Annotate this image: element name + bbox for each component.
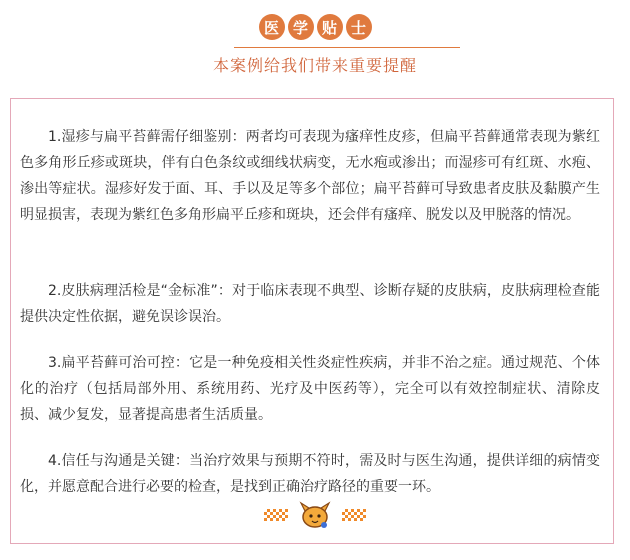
footer-decoration [0, 500, 630, 530]
checker-pattern-icon [342, 509, 366, 521]
title-badge-4: 士 [346, 14, 372, 40]
title-badge-1: 医 [259, 14, 285, 40]
paragraph-2: 2.皮肤病理活检是“金标准”：对于临床表现不典型、诊断存疑的皮肤病，皮肤病理检查能提供决定性依据，避免误诊误治。 [20, 283, 600, 325]
cartoon-mascot-icon [298, 500, 332, 530]
checker-pattern-icon [264, 509, 288, 521]
title-badge-2: 学 [288, 14, 314, 40]
paragraph-1: 1.湿疹与扁平苔藓需仔细鉴别：两者均可表现为瘙痒性皮疹，但扁平苔藓通常表现为紫红色多角形丘疹或斑块，伴有白色条纹或细线状病变，无水疱或渗出；而湿疹可有红斑、水疱、渗出等症状。湿疹好发于面、耳、手以及足等多个部位；扁平苔藓可导致患者皮肤及黏膜产生明显损害，表现为紫红色多角形扁平丘疹和斑块，还会伴有瘙痒、脱发以及甲脱落的情况。 [20, 129, 600, 223]
title-badges [0, 14, 630, 40]
title-badge-3: 贴 [317, 14, 343, 40]
title-divider [234, 47, 460, 48]
subtitle: 本案例给我们带来重要提醒 [212, 56, 417, 75]
paragraph-3: 3.扁平苔藓可治可控：它是一种免疫相关性炎症性疾病，并非不治之症。通过规范、个体化的治疗（包括局部外用、系统用药、光疗及中医药等），完全可以有效控制症状、清除皮损、减少复发，显著提高患者生活质量。 [20, 355, 600, 423]
paragraph-4: 4.信任与沟通是关键：当治疗效果与预期不符时，需及时与医生沟通，提供详细的病情变化，并愿意配合进行必要的检查，是找到正确治疗路径的重要一环。 [20, 453, 600, 495]
